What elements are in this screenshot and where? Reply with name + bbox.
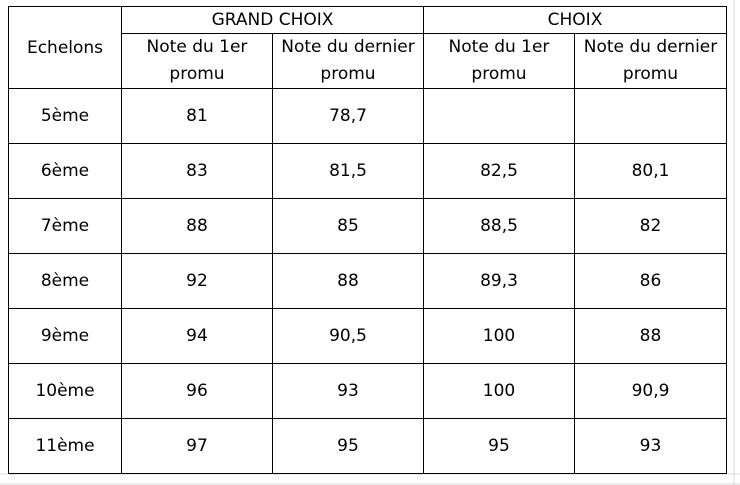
value-cell-grand-choix-first: 96	[122, 364, 273, 419]
value-cell-choix-first: 89,3	[424, 254, 575, 309]
echelon-cell: 6ème	[9, 144, 122, 199]
value-cell-grand-choix-last: 85	[273, 199, 424, 254]
column-header-grand-choix-last: Note du dernier promu	[273, 34, 424, 89]
table-row	[9, 309, 727, 364]
promotion-scores-table	[8, 6, 727, 474]
value-cell-grand-choix-first: 81	[122, 89, 273, 144]
value-cell-choix-last: 80,1	[575, 144, 727, 199]
echelon-cell: 5ème	[9, 89, 122, 144]
table-row	[9, 199, 727, 254]
value-cell-choix-last: 86	[575, 254, 727, 309]
value-cell-grand-choix-last: 88	[273, 254, 424, 309]
group-header-choix: CHOIX	[424, 7, 727, 34]
value-cell-grand-choix-last: 78,7	[273, 89, 424, 144]
echelon-cell: 9ème	[9, 309, 122, 364]
table-row	[9, 364, 727, 419]
table-row	[9, 254, 727, 309]
value-cell-choix-first: 100	[424, 309, 575, 364]
value-cell-grand-choix-last: 90,5	[273, 309, 424, 364]
value-cell-grand-choix-first: 94	[122, 309, 273, 364]
echelon-cell: 8ème	[9, 254, 122, 309]
value-cell-grand-choix-first: 88	[122, 199, 273, 254]
value-cell-choix-first: 100	[424, 364, 575, 419]
value-cell-grand-choix-first: 83	[122, 144, 273, 199]
value-cell-choix-first	[424, 89, 575, 144]
value-cell-choix-first: 88,5	[424, 199, 575, 254]
echelon-cell: 11ème	[9, 419, 122, 474]
echelon-cell: 7ème	[9, 199, 122, 254]
value-cell-choix-last: 93	[575, 419, 727, 474]
table-row	[9, 89, 727, 144]
group-header-row	[9, 7, 727, 34]
value-cell-grand-choix-last: 81,5	[273, 144, 424, 199]
value-cell-choix-first: 82,5	[424, 144, 575, 199]
value-cell-choix-first: 95	[424, 419, 575, 474]
column-header-choix-first: Note du 1er promu	[424, 34, 575, 89]
value-cell-grand-choix-last: 95	[273, 419, 424, 474]
value-cell-choix-last: 88	[575, 309, 727, 364]
value-cell-choix-last: 82	[575, 199, 727, 254]
echelon-cell: 10ème	[9, 364, 122, 419]
value-cell-choix-last	[575, 89, 727, 144]
value-cell-grand-choix-first: 97	[122, 419, 273, 474]
group-header-grand-choix: GRAND CHOIX	[122, 7, 424, 34]
echelons-header: Echelons	[9, 7, 122, 89]
value-cell-choix-last: 90,9	[575, 364, 727, 419]
table-row	[9, 419, 727, 474]
table-row	[9, 144, 727, 199]
value-cell-grand-choix-first: 92	[122, 254, 273, 309]
column-header-choix-last: Note du dernier promu	[575, 34, 727, 89]
column-header-grand-choix-first: Note du 1er promu	[122, 34, 273, 89]
value-cell-grand-choix-last: 93	[273, 364, 424, 419]
